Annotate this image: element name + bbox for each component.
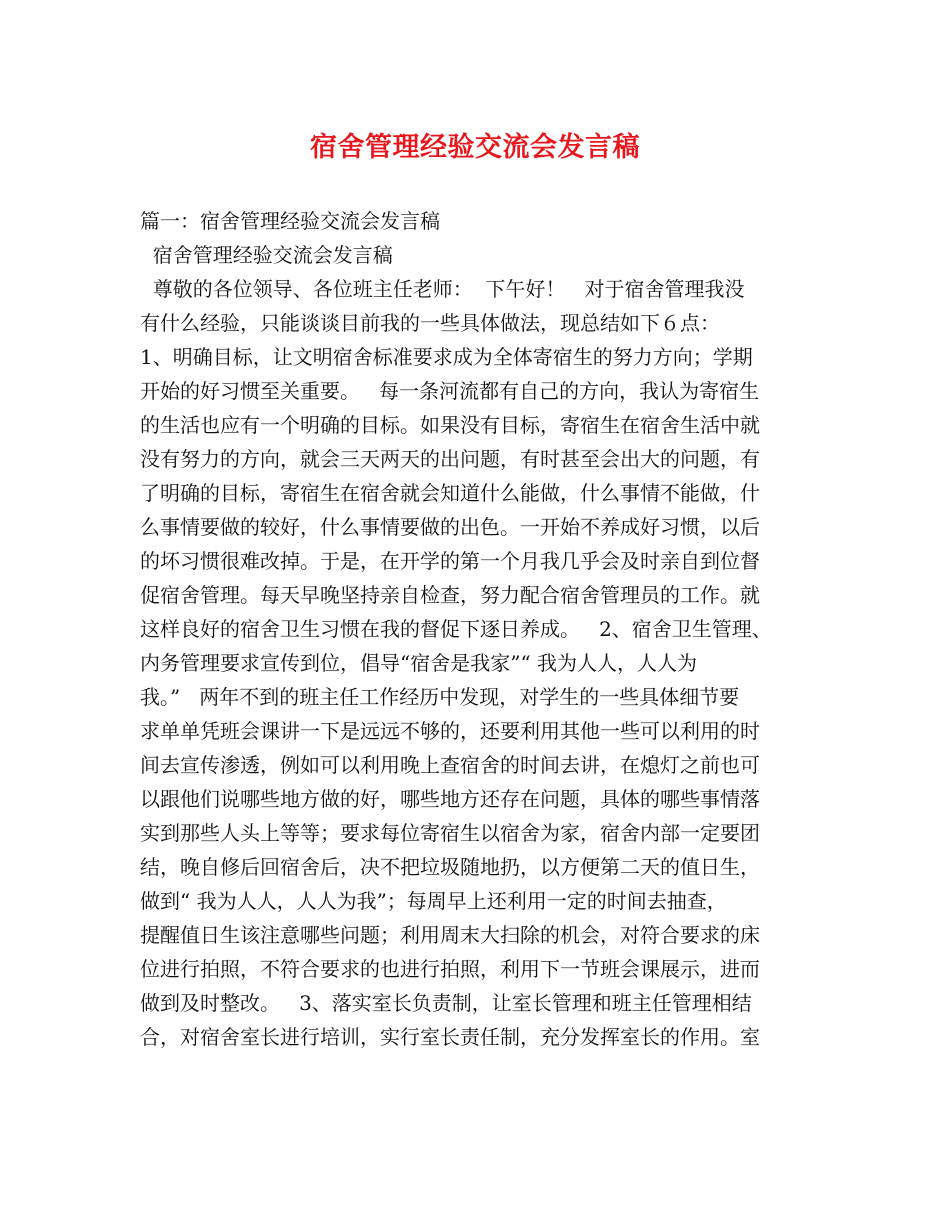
text-line: 做到“ 我为人人，人人为我”；每周早上还利用一定的时间去抽查， (140, 889, 727, 913)
text-line: 篇一：宿舍管理经验交流会发言稿 (140, 209, 440, 233)
text-line: 内务管理要求宣传到位，倡导“宿舍是我家”“ 我为人人，人人为 (140, 651, 698, 675)
text-line: 间去宣传渗透，例如可以利用晚上查宿舍的时间去讲，在熄灯之前也可 (140, 753, 760, 777)
text-line: 有什么经验，只能谈谈目前我的一些具体做法，现总结如下６点： (140, 311, 720, 335)
text-line: 实到那些人头上等等；要求每位寄宿生以宿舍为家，宿舍内部一定要团 (140, 821, 760, 845)
text-line: 求单单凭班会课讲一下是远远不够的，还要利用其他一些可以利用的时 (140, 719, 760, 743)
text-line: 这样良好的宿舍卫生习惯在我的督促下逐日养成。 2、宿舍卫生管理、 (140, 617, 772, 641)
text-line: 结，晚自修后回宿舍后，决不把垃圾随地扔，以方便第二天的值日生， (140, 855, 760, 879)
page-title: 宿舍管理经验交流会发言稿 (310, 132, 640, 163)
text-line: 的生活也应有一个明确的目标。如果没有目标，寄宿生在宿舍生活中就 (140, 413, 760, 437)
text-line: 位进行拍照，不符合要求的也进行拍照，利用下一节班会课展示，进而 (140, 957, 760, 981)
text-line: 没有努力的方向，就会三天两天的出问题，有时甚至会出大的问题，有 (140, 447, 760, 471)
text-line: 促宿舍管理。每天早晚坚持亲自检查，努力配合宿舍管理员的工作。就 (140, 583, 760, 607)
text-line: 开始的好习惯至关重要。 每一条河流都有自己的方向，我认为寄宿生 (140, 379, 760, 403)
text-line: 做到及时整改。 3、落实室长负责制，让室长管理和班主任管理相结 (140, 991, 752, 1015)
text-line: 以跟他们说哪些地方做的好，哪些地方还存在问题，具体的哪些事情落 (140, 787, 760, 811)
text-line: 1、明确目标，让文明宿舍标准要求成为全体寄宿生的努力方向；学期 (140, 345, 753, 369)
text-line: 么事情要做的较好，什么事情要做的出色。一开始不养成好习惯，以后 (140, 515, 760, 539)
text-line: 宿舍管理经验交流会发言稿 (140, 243, 393, 267)
text-line: 的坏习惯很难改掉。于是，在开学的第一个月我几乎会及时亲自到位督 (140, 549, 760, 573)
text-line: 提醒值日生该注意哪些问题；利用周末大扫除的机会，对符合要求的床 (140, 923, 760, 947)
text-line: 了明确的目标，寄宿生在宿舍就会知道什么能做，什么事情不能做，什 (140, 481, 760, 505)
text-line: 尊敬的各位领导、各位班主任老师： 下午好！ 对于宿舍管理我没 (140, 277, 745, 301)
text-line: 合，对宿舍室长进行培训，实行室长责任制，充分发挥室长的作用。室 (140, 1025, 760, 1049)
text-line: 我。” 两年不到的班主任工作经历中发现，对学生的一些具体细节要 (140, 685, 740, 709)
body-text (140, 204, 820, 1054)
